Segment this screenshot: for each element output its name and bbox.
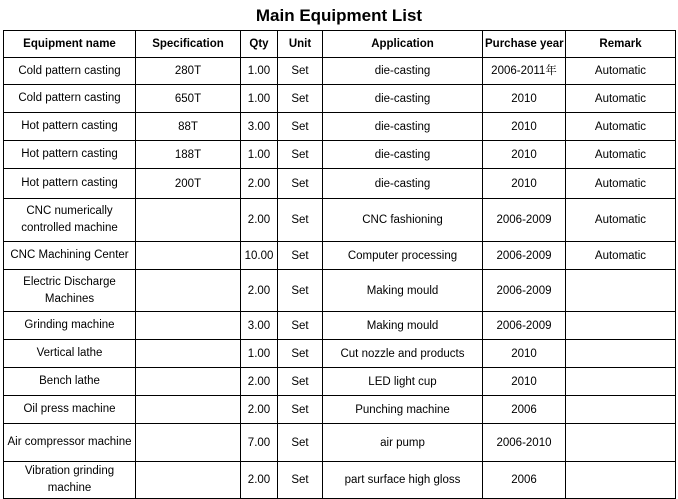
application-cell: Making mould [323,270,483,312]
specification-cell: 88T [136,113,241,141]
application-cell: Making mould [323,312,483,340]
application-cell: die-casting [323,113,483,141]
unit-cell: Set [278,462,323,499]
remark-cell: Automatic [566,113,676,141]
unit-cell: Set [278,113,323,141]
specification-cell: 188T [136,141,241,169]
equipment-name-cell: CNC Machining Center [4,242,136,270]
purchase-year-cell: 2006-2009 [483,199,566,242]
table-row [4,340,676,368]
application-cell: part surface high gloss [323,462,483,499]
qty-cell: 1.00 [241,58,278,85]
specification-cell [136,199,241,242]
table-row [4,242,676,270]
table-row [4,368,676,396]
qty-cell: 3.00 [241,113,278,141]
equipment-name-cell: Bench lathe [4,368,136,396]
qty-cell: 1.00 [241,85,278,113]
header-unit: Unit [278,31,323,58]
header-application: Application [323,31,483,58]
unit-cell: Set [278,199,323,242]
qty-cell: 1.00 [241,340,278,368]
remark-cell: Automatic [566,58,676,85]
unit-cell: Set [278,169,323,199]
purchase-year-cell: 2010 [483,113,566,141]
application-cell: die-casting [323,58,483,85]
equipment-name-cell: Vibration grinding machine [4,462,136,499]
purchase-year-cell: 2006 [483,396,566,424]
purchase-year-cell: 2010 [483,85,566,113]
table-row [4,58,676,85]
unit-cell: Set [278,424,323,462]
remark-cell [566,368,676,396]
application-cell: die-casting [323,169,483,199]
unit-cell: Set [278,368,323,396]
equipment-name-cell: Hot pattern casting [4,169,136,199]
application-cell: Cut nozzle and products [323,340,483,368]
application-cell: air pump [323,424,483,462]
equipment-name-cell: CNC numerically controlled machine [4,199,136,242]
specification-cell: 200T [136,169,241,199]
qty-cell: 3.00 [241,312,278,340]
qty-cell: 7.00 [241,424,278,462]
remark-cell: Automatic [566,85,676,113]
specification-cell [136,340,241,368]
remark-cell [566,270,676,312]
equipment-name-cell: Cold pattern casting [4,58,136,85]
specification-cell [136,396,241,424]
remark-cell [566,340,676,368]
equipment-name-cell: Hot pattern casting [4,141,136,169]
remark-cell [566,462,676,499]
equipment-name-cell: Electric Discharge Machines [4,270,136,312]
table-row [4,113,676,141]
purchase-year-cell: 2006-2009 [483,242,566,270]
table-row [4,199,676,242]
purchase-year-cell: 2006-2009 [483,270,566,312]
qty-cell: 2.00 [241,199,278,242]
qty-cell: 1.00 [241,141,278,169]
purchase-year-cell: 2010 [483,340,566,368]
specification-cell [136,424,241,462]
qty-cell: 2.00 [241,368,278,396]
header-qty: Qty [241,31,278,58]
table-row [4,270,676,312]
equipment-name-cell: Hot pattern casting [4,113,136,141]
specification-cell [136,312,241,340]
purchase-year-cell: 2006-2010 [483,424,566,462]
purchase-year-cell: 2006 [483,462,566,499]
header-specification: Specification [136,31,241,58]
specification-cell: 650T [136,85,241,113]
remark-cell [566,396,676,424]
table-row [4,462,676,499]
application-cell: CNC fashioning [323,199,483,242]
header-purchase-year: Purchase year [483,31,566,58]
document-title: Main Equipment List [255,6,423,25]
table-row [4,396,676,424]
unit-cell: Set [278,396,323,424]
remark-cell: Automatic [566,169,676,199]
remark-cell [566,312,676,340]
application-cell: Computer processing [323,242,483,270]
table-row [4,85,676,113]
unit-cell: Set [278,58,323,85]
equipment-name-cell: Air compressor machine [4,424,136,462]
remark-cell [566,424,676,462]
header-remark: Remark [566,31,676,58]
remark-cell: Automatic [566,199,676,242]
table-row [4,141,676,169]
unit-cell: Set [278,85,323,113]
application-cell: LED light cup [323,368,483,396]
unit-cell: Set [278,141,323,169]
unit-cell: Set [278,312,323,340]
qty-cell: 2.00 [241,396,278,424]
remark-cell: Automatic [566,242,676,270]
remark-cell: Automatic [566,141,676,169]
specification-cell [136,242,241,270]
qty-cell: 2.00 [241,270,278,312]
table-row [4,169,676,199]
application-cell: die-casting [323,141,483,169]
header-row [4,31,676,58]
unit-cell: Set [278,242,323,270]
specification-cell [136,368,241,396]
purchase-year-cell: 2010 [483,368,566,396]
qty-cell: 2.00 [241,169,278,199]
purchase-year-cell: 2006-2009 [483,312,566,340]
application-cell: Punching machine [323,396,483,424]
specification-cell [136,270,241,312]
equipment-name-cell: Oil press machine [4,396,136,424]
equipment-table [3,30,676,499]
table-row [4,312,676,340]
qty-cell: 10.00 [241,242,278,270]
equipment-name-cell: Grinding machine [4,312,136,340]
specification-cell [136,462,241,499]
qty-cell: 2.00 [241,462,278,499]
specification-cell: 280T [136,58,241,85]
purchase-year-cell: 2006-2011年 [483,58,566,85]
table-row [4,424,676,462]
equipment-name-cell: Cold pattern casting [4,85,136,113]
unit-cell: Set [278,340,323,368]
header-equipment-name: Equipment name [4,31,136,58]
application-cell: die-casting [323,85,483,113]
purchase-year-cell: 2010 [483,169,566,199]
unit-cell: Set [278,270,323,312]
purchase-year-cell: 2010 [483,141,566,169]
equipment-name-cell: Vertical lathe [4,340,136,368]
